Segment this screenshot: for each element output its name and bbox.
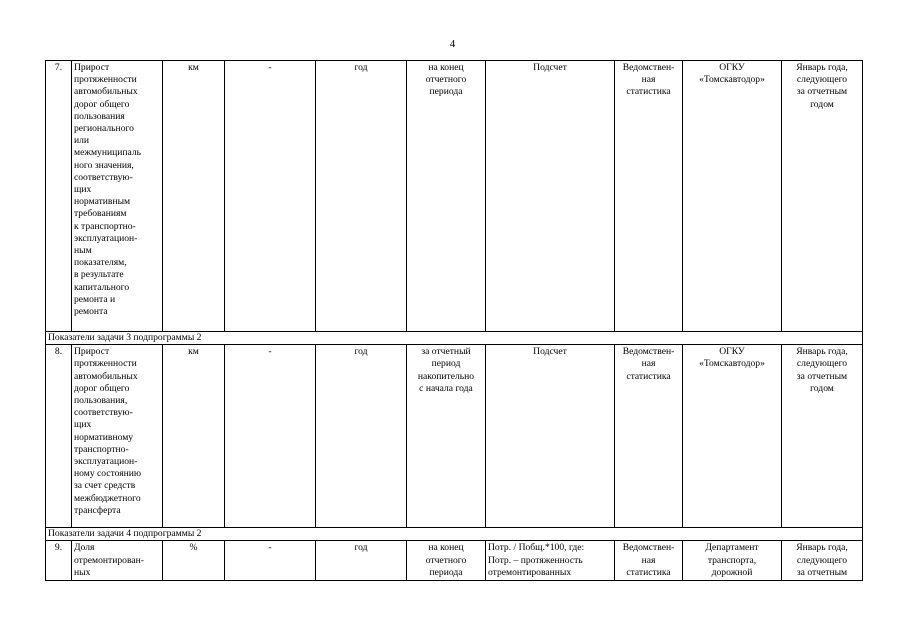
cell-text-line: пользования: [74, 110, 125, 122]
cell-text-line: щих: [74, 184, 92, 196]
section-title: Показатели задачи 3 подпрограммы 2: [46, 332, 863, 345]
cell-text-line: транспорта,: [707, 554, 757, 566]
cell-text-line: годом: [810, 382, 834, 394]
cell-text-line: Прирост: [74, 346, 110, 358]
cell-text-line: отчетного: [425, 554, 467, 566]
source-cell: [615, 541, 683, 581]
dash-cell: -: [225, 61, 316, 332]
cell-text-line: межмуниципаль: [74, 147, 142, 159]
cell-text-line: показателям,: [74, 257, 127, 269]
cell-text-line: следующего: [796, 358, 848, 370]
cell-text-line: Прирост: [74, 62, 110, 73]
cell-text-line: автомобильных: [74, 86, 138, 98]
unit-cell: км: [163, 345, 225, 528]
cell-text-line: протяженности: [74, 358, 137, 370]
cell-text-line: ОГКУ: [719, 346, 745, 358]
cell-text-line: статистика: [626, 566, 671, 578]
cell-text-line: отремонтированных: [488, 566, 572, 578]
cell-text-line: накопительно: [417, 370, 475, 382]
cell-text-line: дорожной: [711, 566, 753, 578]
cell-text-line: Январь года,: [796, 542, 848, 554]
cell-text-line: на конец: [428, 62, 464, 73]
cell-text-line: следующего: [796, 554, 848, 566]
cell-text-line: транспортно-: [74, 443, 129, 455]
cell-text-line: за отчетным: [796, 370, 848, 382]
cell-text-line: «Томскавтодор»: [699, 358, 765, 370]
cell-text-line: период: [431, 358, 461, 370]
indicator-name: [72, 61, 163, 332]
source-cell: [615, 345, 683, 528]
cell-text-line: Ведомствен-: [622, 346, 675, 358]
deadline-cell: [782, 345, 863, 528]
cell-text-line: «Томскавтодор»: [699, 74, 765, 86]
cell-text-line: щих: [74, 419, 92, 431]
row-number: 7.: [46, 61, 72, 332]
row-number: 9.: [46, 541, 72, 581]
table-row: [46, 541, 863, 581]
indicators-table: [45, 60, 863, 581]
cell-text-line: ная: [641, 358, 656, 370]
cell-text-line: Департамент: [705, 542, 759, 554]
cell-text-line: ных: [74, 566, 91, 578]
responsible-cell: [683, 61, 782, 332]
cell-text-line: соответствую-: [74, 407, 133, 419]
cell-text-line: нормативному: [74, 431, 134, 443]
cell-text-line: регионального: [74, 123, 134, 135]
cell-text-line: соответствую-: [74, 171, 133, 183]
cell-text-line: следующего: [796, 74, 848, 86]
cell-text-line: Подсчет: [533, 346, 567, 358]
cell-text-line: дорог общего: [74, 382, 130, 394]
cell-text-line: капитального: [74, 281, 130, 293]
cell-text-line: ная: [641, 554, 656, 566]
table-row: [46, 345, 863, 528]
source-cell: [615, 61, 683, 332]
cell-text-line: на конец: [428, 542, 464, 554]
cell-text-line: нормативным: [74, 196, 131, 208]
unit-cell: км: [163, 61, 225, 332]
indicator-name: [72, 345, 163, 528]
section-title: Показатели задачи 4 подпрограммы 2: [46, 528, 863, 541]
cell-text-line: Январь года,: [796, 346, 848, 358]
section-row: [46, 332, 863, 345]
cell-text-line: за отчетный: [421, 346, 471, 358]
method-cell: [486, 541, 615, 581]
cell-text-line: периода: [429, 566, 463, 578]
cell-text-line: ОГКУ: [719, 62, 745, 73]
period-cell: [407, 541, 486, 581]
unit-cell: %: [163, 541, 225, 581]
cell-text-line: Потр. / Побщ.*100, где:: [488, 542, 585, 554]
cell-text-line: Подсчет: [533, 62, 567, 73]
cell-text-line: или: [74, 135, 90, 147]
frequency-cell: год: [316, 61, 407, 332]
cell-text-line: Ведомствен-: [622, 62, 675, 73]
cell-text-line: межбюджетного: [74, 492, 141, 504]
cell-text-line: дорог общего: [74, 98, 130, 110]
deadline-cell: [782, 541, 863, 581]
cell-text-line: ному состоянию: [74, 468, 142, 480]
cell-text-line: за счет средств: [74, 480, 136, 492]
cell-text-line: трансферта: [74, 504, 121, 516]
cell-text-line: статистика: [626, 370, 671, 382]
cell-text-line: ремонта и: [74, 293, 116, 305]
cell-text-line: в результате: [74, 269, 124, 281]
cell-text-line: требованиям: [74, 208, 127, 220]
cell-text-line: ного значения,: [74, 159, 134, 171]
responsible-cell: [683, 541, 782, 581]
page-number: 4: [449, 38, 456, 50]
cell-text-line: с начала года: [419, 382, 473, 394]
cell-text-line: автомобильных: [74, 370, 138, 382]
cell-text-line: отремонтирован-: [74, 554, 144, 566]
frequency-cell: год: [316, 541, 407, 581]
cell-text-line: Потр. – протяженность: [488, 554, 583, 566]
cell-text-line: за отчетным: [796, 566, 848, 578]
cell-text-line: Январь года,: [796, 62, 848, 73]
cell-text-line: протяженности: [74, 74, 137, 86]
cell-text-line: ным: [74, 245, 92, 257]
cell-text-line: отчетного: [425, 74, 467, 86]
cell-text-line: Ведомствен-: [622, 542, 675, 554]
indicator-name: [72, 541, 163, 581]
cell-text-line: статистика: [626, 86, 671, 98]
period-cell: [407, 345, 486, 528]
cell-text-line: к транспортно-: [74, 220, 136, 232]
cell-text-line: эксплуатацион-: [74, 456, 138, 468]
cell-text-line: ная: [641, 74, 656, 86]
table-row: [46, 61, 863, 332]
dash-cell: -: [225, 345, 316, 528]
cell-text-line: эксплуатацион-: [74, 232, 138, 244]
cell-text-line: пользования,: [74, 395, 128, 407]
method-cell: [486, 345, 615, 528]
cell-text-line: ремонта: [74, 306, 108, 318]
cell-text-line: годом: [810, 98, 834, 110]
cell-text-line: Доля: [74, 542, 95, 554]
deadline-cell: [782, 61, 863, 332]
frequency-cell: год: [316, 345, 407, 528]
method-cell: [486, 61, 615, 332]
section-row: [46, 528, 863, 541]
dash-cell: -: [225, 541, 316, 581]
period-cell: [407, 61, 486, 332]
cell-text-line: за отчетным: [796, 86, 848, 98]
row-number: 8.: [46, 345, 72, 528]
cell-text-line: периода: [429, 86, 463, 98]
responsible-cell: [683, 345, 782, 528]
